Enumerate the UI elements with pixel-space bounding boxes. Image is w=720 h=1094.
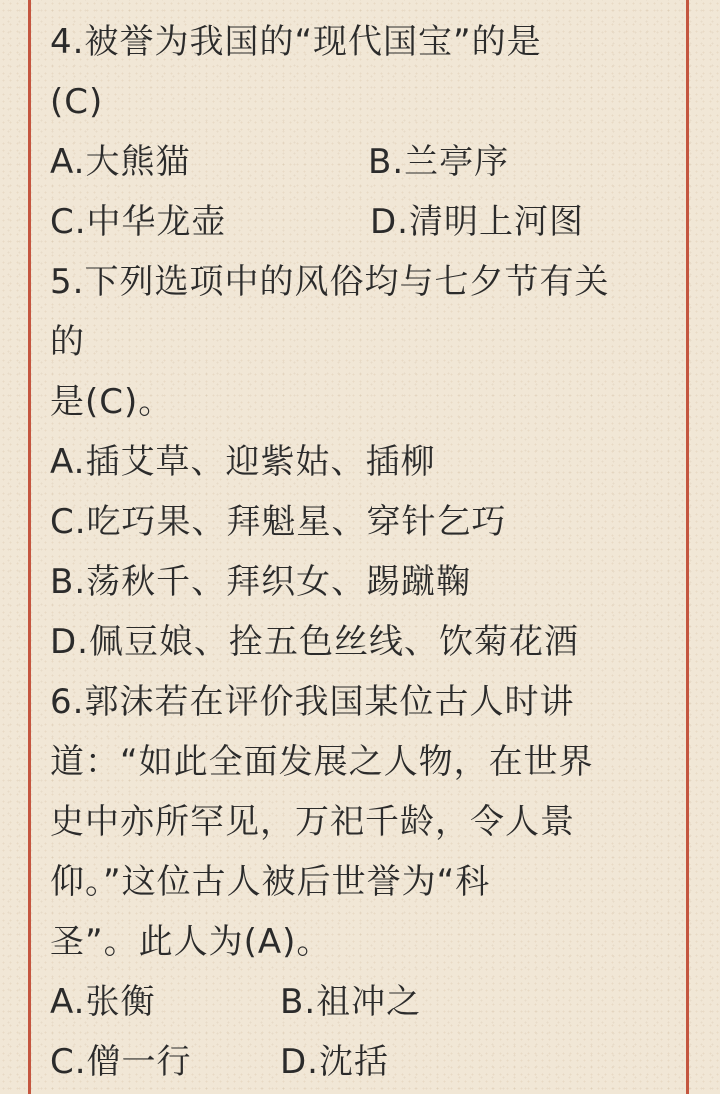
q6-option-a: A.张衡	[50, 982, 156, 1022]
q6-stem-line3: 史中亦所罕见，万祀千龄，令人景	[50, 802, 575, 842]
q5-option-a: A.插艾草、迎紫姑、插柳	[50, 442, 436, 482]
q6-stem-line1: 6.郭沫若在评价我国某位古人时讲	[50, 682, 575, 722]
q4-option-c: C.中华龙壶	[50, 202, 227, 242]
q5-stem-line3: 是(C)。	[50, 382, 174, 422]
q5-option-c: C.吃巧果、拜魁星、穿针乞巧	[50, 502, 507, 542]
q6-option-b: B.祖冲之	[280, 982, 422, 1022]
q4-option-a: A.大熊猫	[50, 142, 191, 182]
q5-option-d: D.佩豆娘、拴五色丝线、饮菊花酒	[50, 622, 579, 662]
q4-option-d: D.清明上河图	[370, 202, 584, 242]
q6-option-c: C.僧一行	[50, 1042, 192, 1082]
q4-answer: (C)	[50, 82, 104, 122]
q6-option-d: D.沈括	[280, 1042, 389, 1082]
q4-options-row1	[50, 132, 680, 192]
q5-option-b: B.荡秋千、拜织女、踢蹴鞠	[50, 562, 472, 602]
q4-option-b: B.兰亭序	[368, 142, 510, 182]
q5-stem-line2: 的	[50, 322, 85, 362]
left-border-line	[28, 0, 31, 1094]
right-border-line	[686, 0, 689, 1094]
q6-stem-line5: 圣”。此人为(A)。	[50, 922, 332, 962]
q6-stem-line2: 道：“如此全面发展之人物，在世界	[50, 742, 594, 782]
q5-stem-line1: 5.下列选项中的风俗均与七夕节有关	[50, 262, 610, 302]
q6-options-row2	[50, 1032, 680, 1092]
quiz-content	[50, 12, 680, 1092]
q6-stem-line4: 仰。”这位古人被后世誉为“科	[50, 862, 491, 902]
q4-stem: 4.被誉为我国的“现代国宝”的是	[50, 22, 542, 62]
q4-options-row2	[50, 192, 680, 252]
q6-options-row1	[50, 972, 680, 1032]
